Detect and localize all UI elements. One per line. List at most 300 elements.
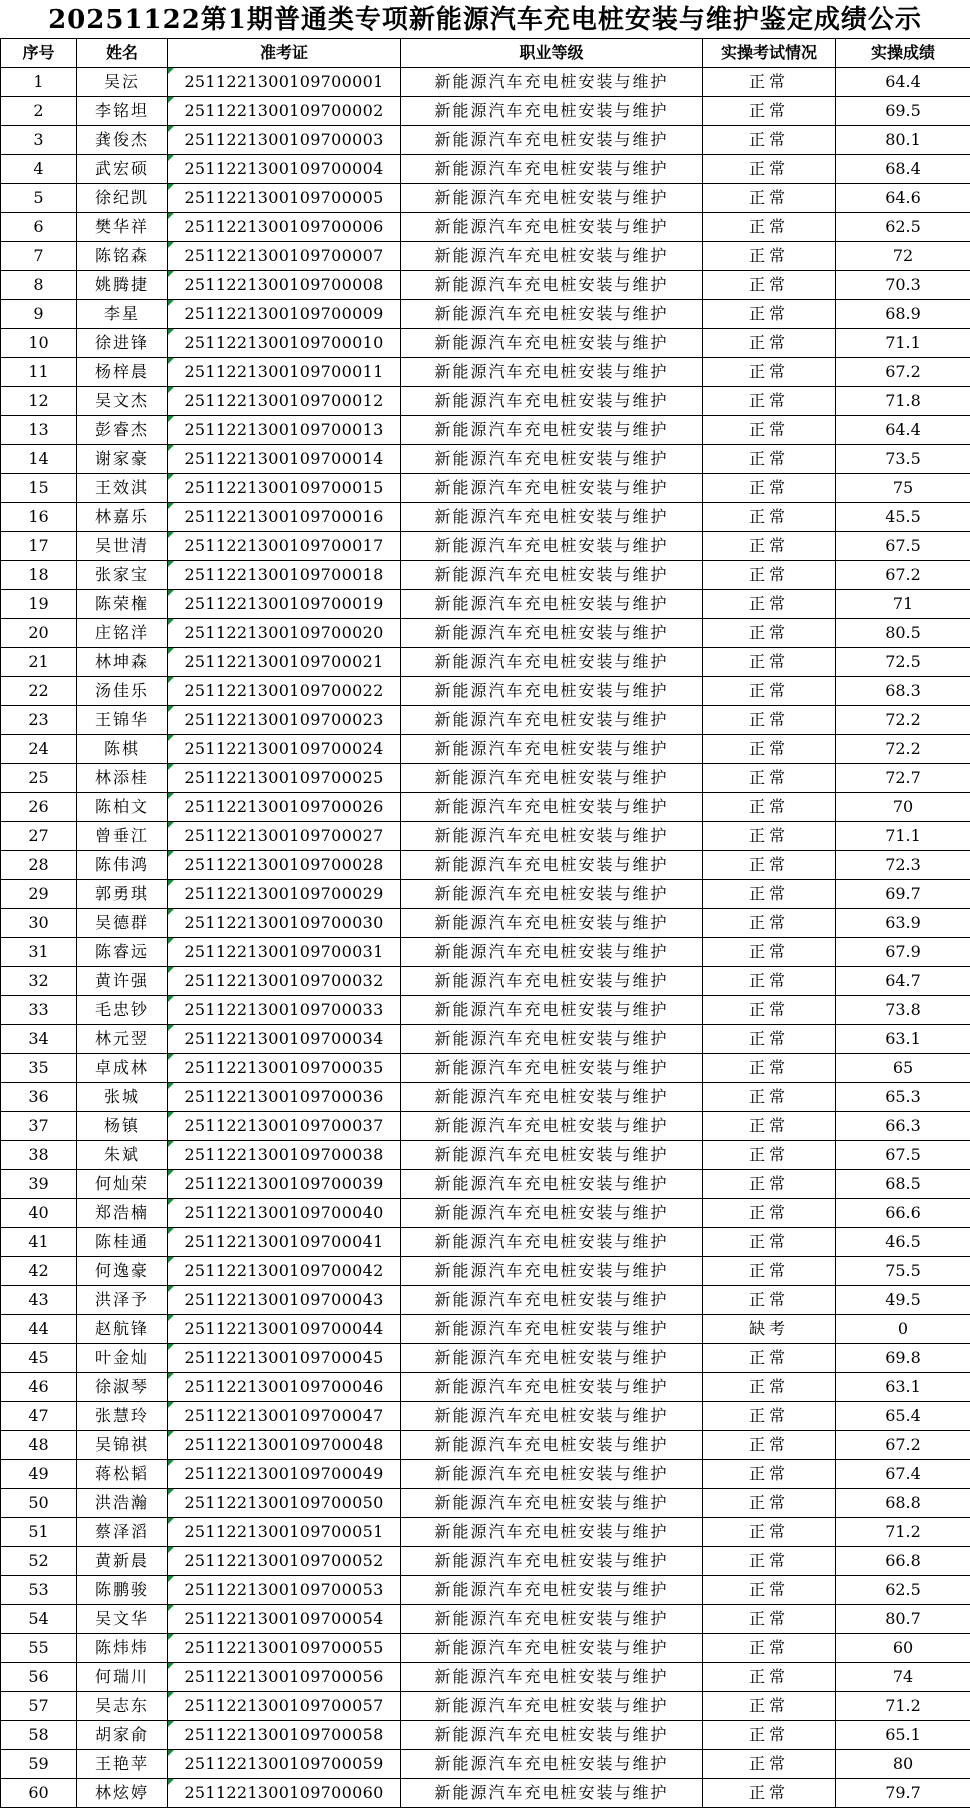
cell-name[interactable]: 吴锦祺 <box>77 1431 168 1460</box>
cell-level[interactable]: 新能源汽车充电桩安装与维护 <box>401 1257 703 1286</box>
cell-name[interactable]: 黄许强 <box>77 967 168 996</box>
cell-status[interactable]: 正常 <box>703 1054 836 1083</box>
cell-seq[interactable]: 25 <box>1 764 77 793</box>
cell-name[interactable]: 陈鹏骏 <box>77 1576 168 1605</box>
cell-name[interactable]: 张城 <box>77 1083 168 1112</box>
cell-seq[interactable]: 1 <box>1 68 77 97</box>
cell-id[interactable]: 2511221300109700043 <box>168 1286 401 1315</box>
cell-score[interactable]: 67.4 <box>836 1460 970 1489</box>
cell-name[interactable]: 赵航锋 <box>77 1315 168 1344</box>
cell-score[interactable]: 71.1 <box>836 329 970 358</box>
cell-level[interactable]: 新能源汽车充电桩安装与维护 <box>401 822 703 851</box>
cell-score[interactable]: 49.5 <box>836 1286 970 1315</box>
cell-id[interactable]: 2511221300109700055 <box>168 1634 401 1663</box>
cell-seq[interactable]: 47 <box>1 1402 77 1431</box>
cell-score[interactable]: 63.9 <box>836 909 970 938</box>
cell-score[interactable]: 68.5 <box>836 1170 970 1199</box>
cell-score[interactable]: 73.8 <box>836 996 970 1025</box>
cell-score[interactable]: 72.7 <box>836 764 970 793</box>
cell-seq[interactable]: 49 <box>1 1460 77 1489</box>
cell-level[interactable]: 新能源汽车充电桩安装与维护 <box>401 503 703 532</box>
cell-status[interactable]: 正常 <box>703 387 836 416</box>
cell-status[interactable]: 正常 <box>703 1025 836 1054</box>
cell-status[interactable]: 正常 <box>703 1663 836 1692</box>
cell-seq[interactable]: 39 <box>1 1170 77 1199</box>
cell-level[interactable]: 新能源汽车充电桩安装与维护 <box>401 1373 703 1402</box>
cell-status[interactable]: 正常 <box>703 764 836 793</box>
cell-status[interactable]: 正常 <box>703 590 836 619</box>
cell-status[interactable]: 正常 <box>703 1431 836 1460</box>
cell-id[interactable]: 2511221300109700048 <box>168 1431 401 1460</box>
cell-seq[interactable]: 35 <box>1 1054 77 1083</box>
cell-level[interactable]: 新能源汽车充电桩安装与维护 <box>401 1344 703 1373</box>
cell-name[interactable]: 林嘉乐 <box>77 503 168 532</box>
cell-name[interactable]: 徐进锋 <box>77 329 168 358</box>
cell-status[interactable]: 正常 <box>703 706 836 735</box>
cell-id[interactable]: 2511221300109700013 <box>168 416 401 445</box>
cell-status[interactable]: 缺考 <box>703 1315 836 1344</box>
cell-name[interactable]: 陈桂通 <box>77 1228 168 1257</box>
cell-score[interactable]: 68.3 <box>836 677 970 706</box>
cell-score[interactable]: 79.7 <box>836 1779 970 1808</box>
cell-status[interactable]: 正常 <box>703 938 836 967</box>
cell-status[interactable]: 正常 <box>703 271 836 300</box>
cell-seq[interactable]: 33 <box>1 996 77 1025</box>
cell-seq[interactable]: 29 <box>1 880 77 909</box>
cell-name[interactable]: 毛忠钞 <box>77 996 168 1025</box>
cell-level[interactable]: 新能源汽车充电桩安装与维护 <box>401 1460 703 1489</box>
cell-status[interactable]: 正常 <box>703 967 836 996</box>
cell-level[interactable]: 新能源汽车充电桩安装与维护 <box>401 1750 703 1779</box>
cell-seq[interactable]: 51 <box>1 1518 77 1547</box>
cell-level[interactable]: 新能源汽车充电桩安装与维护 <box>401 967 703 996</box>
cell-seq[interactable]: 7 <box>1 242 77 271</box>
cell-score[interactable]: 64.7 <box>836 967 970 996</box>
cell-status[interactable]: 正常 <box>703 329 836 358</box>
cell-name[interactable]: 张家宝 <box>77 561 168 590</box>
cell-status[interactable]: 正常 <box>703 532 836 561</box>
cell-status[interactable]: 正常 <box>703 1141 836 1170</box>
cell-level[interactable]: 新能源汽车充电桩安装与维护 <box>401 909 703 938</box>
cell-score[interactable]: 45.5 <box>836 503 970 532</box>
cell-seq[interactable]: 44 <box>1 1315 77 1344</box>
cell-score[interactable]: 75.5 <box>836 1257 970 1286</box>
cell-seq[interactable]: 24 <box>1 735 77 764</box>
cell-id[interactable]: 2511221300109700016 <box>168 503 401 532</box>
cell-name[interactable]: 陈荣権 <box>77 590 168 619</box>
cell-name[interactable]: 谢家豪 <box>77 445 168 474</box>
cell-status[interactable]: 正常 <box>703 1083 836 1112</box>
cell-level[interactable]: 新能源汽车充电桩安装与维护 <box>401 68 703 97</box>
cell-seq[interactable]: 27 <box>1 822 77 851</box>
cell-id[interactable]: 2511221300109700049 <box>168 1460 401 1489</box>
cell-id[interactable]: 2511221300109700035 <box>168 1054 401 1083</box>
cell-status[interactable]: 正常 <box>703 1228 836 1257</box>
cell-status[interactable]: 正常 <box>703 1199 836 1228</box>
cell-id[interactable]: 2511221300109700018 <box>168 561 401 590</box>
cell-level[interactable]: 新能源汽车充电桩安装与维护 <box>401 1141 703 1170</box>
cell-status[interactable]: 正常 <box>703 1750 836 1779</box>
cell-id[interactable]: 2511221300109700012 <box>168 387 401 416</box>
cell-name[interactable]: 陈铭森 <box>77 242 168 271</box>
cell-status[interactable]: 正常 <box>703 909 836 938</box>
cell-name[interactable]: 王艳苹 <box>77 1750 168 1779</box>
cell-seq[interactable]: 37 <box>1 1112 77 1141</box>
cell-status[interactable]: 正常 <box>703 445 836 474</box>
cell-score[interactable]: 75 <box>836 474 970 503</box>
cell-status[interactable]: 正常 <box>703 1344 836 1373</box>
cell-name[interactable]: 吴世清 <box>77 532 168 561</box>
cell-id[interactable]: 2511221300109700006 <box>168 213 401 242</box>
cell-level[interactable]: 新能源汽车充电桩安装与维护 <box>401 1576 703 1605</box>
cell-id[interactable]: 2511221300109700032 <box>168 967 401 996</box>
cell-status[interactable]: 正常 <box>703 300 836 329</box>
cell-seq[interactable]: 45 <box>1 1344 77 1373</box>
cell-level[interactable]: 新能源汽车充电桩安装与维护 <box>401 1431 703 1460</box>
header-seq[interactable]: 序号 <box>1 39 77 68</box>
cell-name[interactable]: 王效淇 <box>77 474 168 503</box>
cell-status[interactable]: 正常 <box>703 1170 836 1199</box>
cell-score[interactable]: 69.7 <box>836 880 970 909</box>
cell-score[interactable]: 70 <box>836 793 970 822</box>
cell-name[interactable]: 何灿荣 <box>77 1170 168 1199</box>
cell-name[interactable]: 胡家俞 <box>77 1721 168 1750</box>
cell-level[interactable]: 新能源汽车充电桩安装与维护 <box>401 1692 703 1721</box>
cell-score[interactable]: 70.3 <box>836 271 970 300</box>
cell-level[interactable]: 新能源汽车充电桩安装与维护 <box>401 1779 703 1808</box>
cell-level[interactable]: 新能源汽车充电桩安装与维护 <box>401 242 703 271</box>
cell-status[interactable]: 正常 <box>703 358 836 387</box>
cell-name[interactable]: 林元翌 <box>77 1025 168 1054</box>
cell-level[interactable]: 新能源汽车充电桩安装与维护 <box>401 1199 703 1228</box>
cell-status[interactable]: 正常 <box>703 1460 836 1489</box>
cell-seq[interactable]: 36 <box>1 1083 77 1112</box>
cell-status[interactable]: 正常 <box>703 1634 836 1663</box>
cell-seq[interactable]: 56 <box>1 1663 77 1692</box>
cell-score[interactable]: 0 <box>836 1315 970 1344</box>
cell-seq[interactable]: 9 <box>1 300 77 329</box>
cell-id[interactable]: 2511221300109700052 <box>168 1547 401 1576</box>
header-ticket[interactable]: 准考证 <box>168 39 401 68</box>
cell-score[interactable]: 68.9 <box>836 300 970 329</box>
cell-seq[interactable]: 22 <box>1 677 77 706</box>
cell-name[interactable]: 郭勇琪 <box>77 880 168 909</box>
cell-name[interactable]: 王锦华 <box>77 706 168 735</box>
cell-seq[interactable]: 21 <box>1 648 77 677</box>
cell-score[interactable]: 69.5 <box>836 97 970 126</box>
cell-seq[interactable]: 53 <box>1 1576 77 1605</box>
cell-status[interactable]: 正常 <box>703 1605 836 1634</box>
cell-name[interactable]: 李铭坦 <box>77 97 168 126</box>
cell-name[interactable]: 武宏硕 <box>77 155 168 184</box>
cell-level[interactable]: 新能源汽车充电桩安装与维护 <box>401 648 703 677</box>
cell-score[interactable]: 68.4 <box>836 155 970 184</box>
cell-name[interactable]: 汤佳乐 <box>77 677 168 706</box>
cell-score[interactable]: 46.5 <box>836 1228 970 1257</box>
cell-score[interactable]: 74 <box>836 1663 970 1692</box>
cell-name[interactable]: 吴志东 <box>77 1692 168 1721</box>
cell-level[interactable]: 新能源汽车充电桩安装与维护 <box>401 184 703 213</box>
cell-name[interactable]: 蒋松韬 <box>77 1460 168 1489</box>
cell-seq[interactable]: 60 <box>1 1779 77 1808</box>
cell-id[interactable]: 2511221300109700040 <box>168 1199 401 1228</box>
cell-score[interactable]: 67.2 <box>836 1431 970 1460</box>
cell-score[interactable]: 67.5 <box>836 532 970 561</box>
cell-name[interactable]: 朱斌 <box>77 1141 168 1170</box>
cell-seq[interactable]: 17 <box>1 532 77 561</box>
cell-id[interactable]: 2511221300109700024 <box>168 735 401 764</box>
cell-score[interactable]: 66.3 <box>836 1112 970 1141</box>
cell-score[interactable]: 66.6 <box>836 1199 970 1228</box>
cell-id[interactable]: 2511221300109700022 <box>168 677 401 706</box>
cell-id[interactable]: 2511221300109700054 <box>168 1605 401 1634</box>
cell-name[interactable]: 吴文华 <box>77 1605 168 1634</box>
cell-status[interactable]: 正常 <box>703 648 836 677</box>
cell-name[interactable]: 叶金灿 <box>77 1344 168 1373</box>
cell-level[interactable]: 新能源汽车充电桩安装与维护 <box>401 793 703 822</box>
cell-status[interactable]: 正常 <box>703 213 836 242</box>
cell-level[interactable]: 新能源汽车充电桩安装与维护 <box>401 445 703 474</box>
cell-seq[interactable]: 31 <box>1 938 77 967</box>
cell-name[interactable]: 林添桂 <box>77 764 168 793</box>
cell-level[interactable]: 新能源汽车充电桩安装与维护 <box>401 1083 703 1112</box>
cell-status[interactable]: 正常 <box>703 822 836 851</box>
cell-level[interactable]: 新能源汽车充电桩安装与维护 <box>401 97 703 126</box>
cell-level[interactable]: 新能源汽车充电桩安装与维护 <box>401 1054 703 1083</box>
cell-level[interactable]: 新能源汽车充电桩安装与维护 <box>401 416 703 445</box>
cell-level[interactable]: 新能源汽车充电桩安装与维护 <box>401 619 703 648</box>
cell-score[interactable]: 73.5 <box>836 445 970 474</box>
cell-score[interactable]: 65.4 <box>836 1402 970 1431</box>
cell-status[interactable]: 正常 <box>703 1402 836 1431</box>
cell-level[interactable]: 新能源汽车充电桩安装与维护 <box>401 213 703 242</box>
cell-status[interactable]: 正常 <box>703 1779 836 1808</box>
cell-score[interactable]: 72.2 <box>836 735 970 764</box>
cell-seq[interactable]: 46 <box>1 1373 77 1402</box>
cell-name[interactable]: 吴文杰 <box>77 387 168 416</box>
cell-id[interactable]: 2511221300109700033 <box>168 996 401 1025</box>
header-exam-status[interactable]: 实操考试情况 <box>703 39 836 68</box>
cell-score[interactable]: 71.2 <box>836 1692 970 1721</box>
cell-name[interactable]: 陈柏文 <box>77 793 168 822</box>
cell-id[interactable]: 2511221300109700039 <box>168 1170 401 1199</box>
cell-score[interactable]: 64.4 <box>836 416 970 445</box>
cell-seq[interactable]: 23 <box>1 706 77 735</box>
cell-seq[interactable]: 18 <box>1 561 77 590</box>
header-level[interactable]: 职业等级 <box>401 39 703 68</box>
cell-level[interactable]: 新能源汽车充电桩安装与维护 <box>401 851 703 880</box>
cell-seq[interactable]: 4 <box>1 155 77 184</box>
cell-level[interactable]: 新能源汽车充电桩安装与维护 <box>401 387 703 416</box>
cell-level[interactable]: 新能源汽车充电桩安装与维护 <box>401 764 703 793</box>
cell-status[interactable]: 正常 <box>703 880 836 909</box>
cell-id[interactable]: 2511221300109700046 <box>168 1373 401 1402</box>
cell-id[interactable]: 2511221300109700020 <box>168 619 401 648</box>
cell-level[interactable]: 新能源汽车充电桩安装与维护 <box>401 1489 703 1518</box>
cell-status[interactable]: 正常 <box>703 503 836 532</box>
cell-id[interactable]: 2511221300109700036 <box>168 1083 401 1112</box>
cell-status[interactable]: 正常 <box>703 1721 836 1750</box>
cell-name[interactable]: 龚俊杰 <box>77 126 168 155</box>
cell-level[interactable]: 新能源汽车充电桩安装与维护 <box>401 329 703 358</box>
header-score[interactable]: 实操成绩 <box>836 39 970 68</box>
cell-level[interactable]: 新能源汽车充电桩安装与维护 <box>401 300 703 329</box>
cell-seq[interactable]: 16 <box>1 503 77 532</box>
cell-id[interactable]: 2511221300109700003 <box>168 126 401 155</box>
cell-status[interactable]: 正常 <box>703 677 836 706</box>
cell-level[interactable]: 新能源汽车充电桩安装与维护 <box>401 126 703 155</box>
cell-status[interactable]: 正常 <box>703 1489 836 1518</box>
cell-score[interactable]: 60 <box>836 1634 970 1663</box>
cell-status[interactable]: 正常 <box>703 793 836 822</box>
cell-id[interactable]: 2511221300109700025 <box>168 764 401 793</box>
cell-id[interactable]: 2511221300109700007 <box>168 242 401 271</box>
cell-seq[interactable]: 11 <box>1 358 77 387</box>
cell-status[interactable]: 正常 <box>703 1547 836 1576</box>
cell-score[interactable]: 68.8 <box>836 1489 970 1518</box>
cell-seq[interactable]: 32 <box>1 967 77 996</box>
cell-level[interactable]: 新能源汽车充电桩安装与维护 <box>401 1518 703 1547</box>
cell-score[interactable]: 67.5 <box>836 1141 970 1170</box>
cell-name[interactable]: 张慧玲 <box>77 1402 168 1431</box>
cell-level[interactable]: 新能源汽车充电桩安装与维护 <box>401 677 703 706</box>
cell-id[interactable]: 2511221300109700051 <box>168 1518 401 1547</box>
cell-level[interactable]: 新能源汽车充电桩安装与维护 <box>401 1605 703 1634</box>
cell-seq[interactable]: 52 <box>1 1547 77 1576</box>
cell-level[interactable]: 新能源汽车充电桩安装与维护 <box>401 1112 703 1141</box>
cell-status[interactable]: 正常 <box>703 155 836 184</box>
cell-seq[interactable]: 40 <box>1 1199 77 1228</box>
cell-name[interactable]: 洪浩瀚 <box>77 1489 168 1518</box>
cell-id[interactable]: 2511221300109700060 <box>168 1779 401 1808</box>
cell-seq[interactable]: 57 <box>1 1692 77 1721</box>
cell-status[interactable]: 正常 <box>703 474 836 503</box>
cell-score[interactable]: 71.8 <box>836 387 970 416</box>
cell-score[interactable]: 72.3 <box>836 851 970 880</box>
cell-status[interactable]: 正常 <box>703 184 836 213</box>
cell-score[interactable]: 65 <box>836 1054 970 1083</box>
cell-id[interactable]: 2511221300109700002 <box>168 97 401 126</box>
cell-seq[interactable]: 43 <box>1 1286 77 1315</box>
cell-level[interactable]: 新能源汽车充电桩安装与维护 <box>401 1402 703 1431</box>
cell-seq[interactable]: 15 <box>1 474 77 503</box>
cell-score[interactable]: 65.3 <box>836 1083 970 1112</box>
cell-score[interactable]: 80.7 <box>836 1605 970 1634</box>
cell-level[interactable]: 新能源汽车充电桩安装与维护 <box>401 155 703 184</box>
cell-score[interactable]: 65.1 <box>836 1721 970 1750</box>
cell-name[interactable]: 杨镇 <box>77 1112 168 1141</box>
cell-id[interactable]: 2511221300109700037 <box>168 1112 401 1141</box>
cell-status[interactable]: 正常 <box>703 242 836 271</box>
cell-name[interactable]: 曾垂江 <box>77 822 168 851</box>
cell-name[interactable]: 樊华祥 <box>77 213 168 242</box>
cell-score[interactable]: 66.8 <box>836 1547 970 1576</box>
cell-name[interactable]: 杨梓晨 <box>77 358 168 387</box>
cell-id[interactable]: 2511221300109700019 <box>168 590 401 619</box>
cell-seq[interactable]: 12 <box>1 387 77 416</box>
cell-score[interactable]: 69.8 <box>836 1344 970 1373</box>
cell-level[interactable]: 新能源汽车充电桩安装与维护 <box>401 1315 703 1344</box>
cell-level[interactable]: 新能源汽车充电桩安装与维护 <box>401 706 703 735</box>
cell-seq[interactable]: 50 <box>1 1489 77 1518</box>
cell-id[interactable]: 2511221300109700044 <box>168 1315 401 1344</box>
cell-seq[interactable]: 6 <box>1 213 77 242</box>
cell-name[interactable]: 陈伟鸿 <box>77 851 168 880</box>
cell-score[interactable]: 67.2 <box>836 358 970 387</box>
cell-id[interactable]: 2511221300109700053 <box>168 1576 401 1605</box>
cell-id[interactable]: 2511221300109700047 <box>168 1402 401 1431</box>
cell-seq[interactable]: 42 <box>1 1257 77 1286</box>
cell-status[interactable]: 正常 <box>703 1373 836 1402</box>
cell-seq[interactable]: 58 <box>1 1721 77 1750</box>
cell-seq[interactable]: 19 <box>1 590 77 619</box>
cell-seq[interactable]: 14 <box>1 445 77 474</box>
cell-id[interactable]: 2511221300109700030 <box>168 909 401 938</box>
cell-seq[interactable]: 54 <box>1 1605 77 1634</box>
cell-score[interactable]: 63.1 <box>836 1373 970 1402</box>
cell-seq[interactable]: 59 <box>1 1750 77 1779</box>
cell-score[interactable]: 72.2 <box>836 706 970 735</box>
cell-level[interactable]: 新能源汽车充电桩安装与维护 <box>401 996 703 1025</box>
cell-id[interactable]: 2511221300109700026 <box>168 793 401 822</box>
cell-status[interactable]: 正常 <box>703 851 836 880</box>
cell-seq[interactable]: 41 <box>1 1228 77 1257</box>
cell-seq[interactable]: 55 <box>1 1634 77 1663</box>
cell-score[interactable]: 72.5 <box>836 648 970 677</box>
cell-level[interactable]: 新能源汽车充电桩安装与维护 <box>401 1721 703 1750</box>
cell-name[interactable]: 徐淑琴 <box>77 1373 168 1402</box>
cell-name[interactable]: 陈睿远 <box>77 938 168 967</box>
cell-score[interactable]: 64.6 <box>836 184 970 213</box>
cell-level[interactable]: 新能源汽车充电桩安装与维护 <box>401 735 703 764</box>
cell-name[interactable]: 吴沄 <box>77 68 168 97</box>
cell-status[interactable]: 正常 <box>703 996 836 1025</box>
cell-status[interactable]: 正常 <box>703 1257 836 1286</box>
cell-id[interactable]: 2511221300109700023 <box>168 706 401 735</box>
cell-id[interactable]: 2511221300109700057 <box>168 1692 401 1721</box>
cell-status[interactable]: 正常 <box>703 1286 836 1315</box>
cell-score[interactable]: 62.5 <box>836 1576 970 1605</box>
cell-score[interactable]: 80 <box>836 1750 970 1779</box>
cell-name[interactable]: 何瑞川 <box>77 1663 168 1692</box>
cell-id[interactable]: 2511221300109700005 <box>168 184 401 213</box>
cell-level[interactable]: 新能源汽车充电桩安装与维护 <box>401 1547 703 1576</box>
cell-status[interactable]: 正常 <box>703 735 836 764</box>
cell-id[interactable]: 2511221300109700031 <box>168 938 401 967</box>
cell-name[interactable]: 姚腾捷 <box>77 271 168 300</box>
cell-id[interactable]: 2511221300109700041 <box>168 1228 401 1257</box>
cell-status[interactable]: 正常 <box>703 68 836 97</box>
cell-seq[interactable]: 5 <box>1 184 77 213</box>
cell-seq[interactable]: 30 <box>1 909 77 938</box>
cell-level[interactable]: 新能源汽车充电桩安装与维护 <box>401 474 703 503</box>
cell-seq[interactable]: 34 <box>1 1025 77 1054</box>
cell-level[interactable]: 新能源汽车充电桩安装与维护 <box>401 532 703 561</box>
cell-score[interactable]: 67.2 <box>836 561 970 590</box>
cell-name[interactable]: 林坤森 <box>77 648 168 677</box>
cell-name[interactable]: 黄新晨 <box>77 1547 168 1576</box>
cell-id[interactable]: 2511221300109700015 <box>168 474 401 503</box>
cell-name[interactable]: 彭睿杰 <box>77 416 168 445</box>
cell-score[interactable]: 71 <box>836 590 970 619</box>
cell-status[interactable]: 正常 <box>703 126 836 155</box>
cell-level[interactable]: 新能源汽车充电桩安装与维护 <box>401 880 703 909</box>
cell-status[interactable]: 正常 <box>703 1692 836 1721</box>
cell-level[interactable]: 新能源汽车充电桩安装与维护 <box>401 1228 703 1257</box>
cell-status[interactable]: 正常 <box>703 1576 836 1605</box>
cell-id[interactable]: 2511221300109700017 <box>168 532 401 561</box>
cell-score[interactable]: 62.5 <box>836 213 970 242</box>
